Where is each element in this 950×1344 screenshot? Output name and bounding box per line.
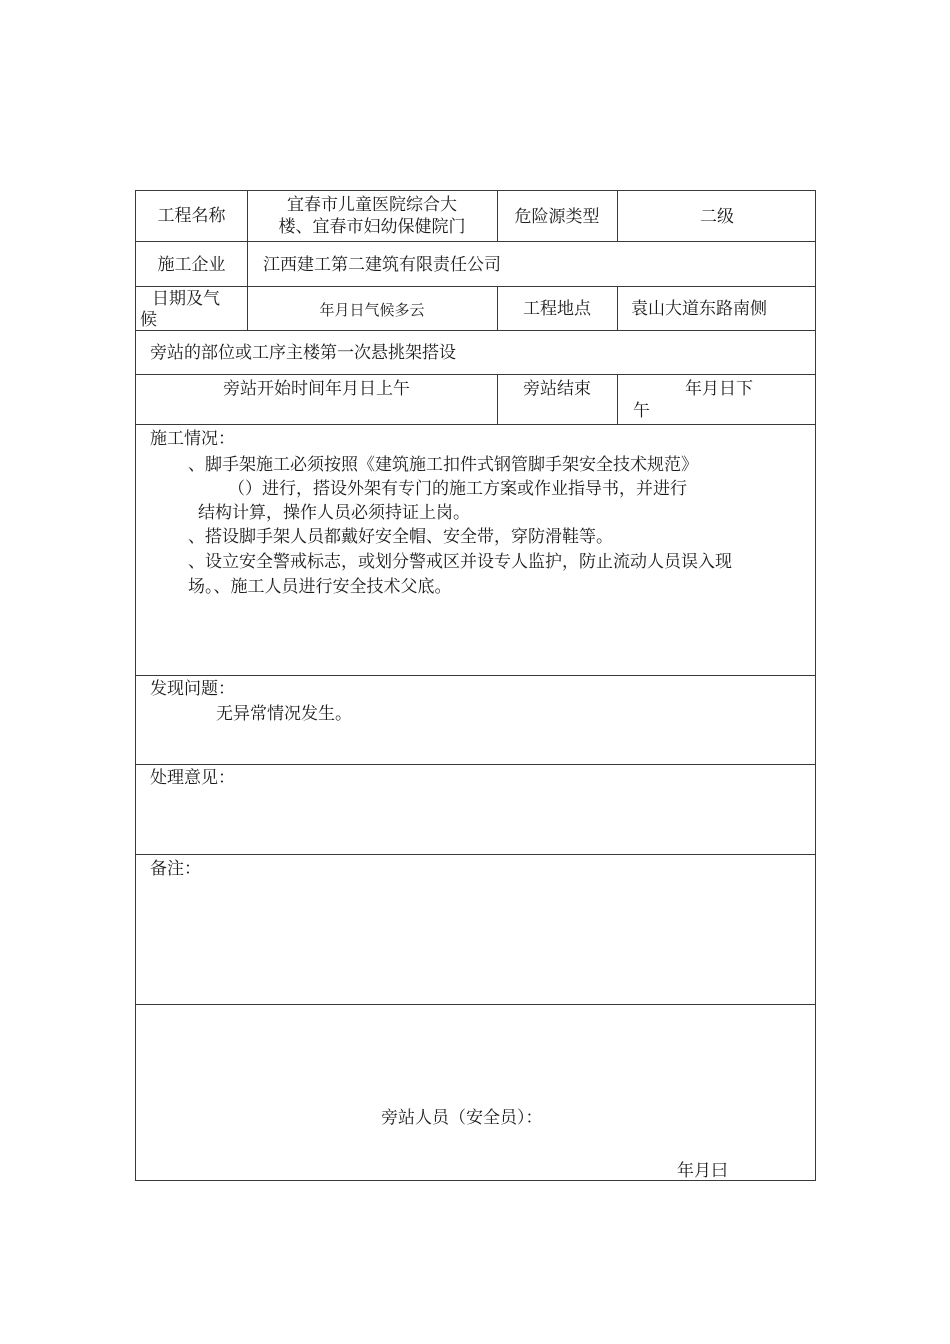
construction-line: 场。、施工人员进行安全技术父底。 (188, 577, 452, 597)
supervised-position-text: 旁站的部位或工序主楼第一次悬挑架搭设 (150, 343, 456, 363)
date-weather-label-line2: 候 (140, 310, 157, 330)
construction-line: 、脚手架施工必须按照《建筑施工扣件式钢管脚手架安全技术规范》 (188, 455, 698, 475)
construction-line: （）进行，搭设外架有专门的施工方案或作业指导书，并进行 (228, 479, 687, 499)
construction-line: 、设立安全警戒标志，或划分警戒区并设专人监护，防止流动人员误入现 (188, 552, 732, 572)
problems-content: 无异常情况发生。 (216, 704, 352, 724)
construction-line: 、搭设脚手架人员都戴好安全帽、安全带，穿防滑鞋等。 (188, 527, 613, 547)
row-divider (136, 286, 815, 287)
row-divider (136, 330, 815, 331)
column-divider (617, 374, 618, 424)
row-divider (136, 241, 815, 242)
project-name-label: 工程名称 (157, 206, 226, 226)
project-name-value-line1: 宜春市儿童医院综合大 (287, 195, 457, 215)
row-divider (136, 374, 815, 375)
date-weather-label-line1: 日期及气 (152, 289, 220, 309)
row-divider (136, 764, 815, 765)
supervision-start-time: 旁站开始时间年月日上午 (223, 379, 410, 399)
company-value: 江西建工第二建筑有限责任公司 (263, 255, 501, 275)
row-divider (136, 854, 815, 855)
supervision-record-form (135, 190, 816, 1181)
row-divider (136, 424, 815, 425)
row-divider (136, 675, 815, 676)
location-value: 袁山大道东路南侧 (631, 299, 767, 319)
project-name-value-line2: 楼、宜春市妇幼保健院门 (278, 217, 466, 237)
date-weather-value: 年月日气候多云 (319, 301, 425, 319)
column-divider (617, 286, 618, 330)
hazard-type-label: 危险源类型 (514, 207, 600, 227)
supervision-end-value-line2: 午 (633, 401, 650, 421)
problems-title: 发现问题： (150, 679, 235, 699)
row-divider (136, 1004, 815, 1005)
location-label: 工程地点 (523, 299, 591, 319)
signature-date: 年月曰 (677, 1161, 728, 1181)
supervision-staff-label: 旁站人员（安全员）： (381, 1108, 543, 1128)
company-label: 施工企业 (157, 255, 226, 275)
construction-situation-title: 施工情况： (150, 429, 235, 449)
handling-opinion-title: 处理意见： (150, 768, 235, 788)
supervision-end-value-line1: 年月日下 (685, 379, 753, 399)
construction-line: 结构计算，操作人员必须持证上岗。 (198, 503, 470, 523)
remarks-title: 备注： (150, 859, 201, 879)
supervision-end-label: 旁站结束 (523, 379, 591, 399)
hazard-type-value: 二级 (700, 207, 734, 227)
